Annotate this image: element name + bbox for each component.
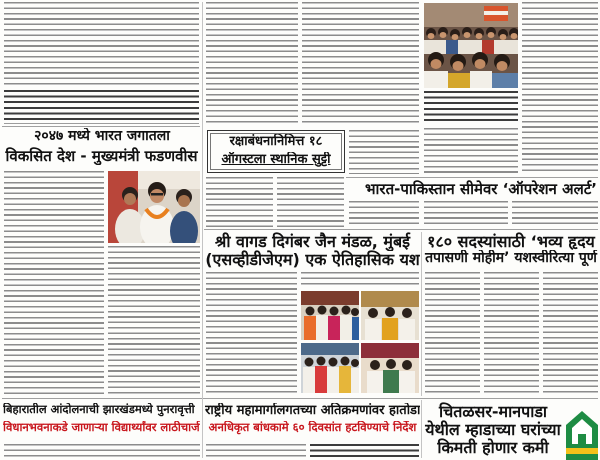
headline-mhada-line2: येथील म्हाडाच्या घरांच्या (425, 420, 561, 439)
column-rule (204, 229, 598, 230)
body-text-highway-col1 (206, 444, 306, 460)
column-rule (2, 398, 598, 399)
column-rule (421, 400, 422, 458)
body-text-raksha-col1 (206, 177, 273, 227)
mhada-logo (565, 410, 599, 460)
body-text-heart-col2 (484, 272, 539, 396)
headline-highway-line2: अनधिकृत बांधकामे ६० दिवसांत हटविण्याचे निर्देश (208, 421, 417, 434)
headline-svdjm-line1: श्री वागड दिगंबर जैन मंडळ, मुंबई (215, 232, 410, 251)
headline-mhada-line3: किमती होणार कमी (437, 438, 549, 457)
headline-fadnavis-line1: २०४७ मध्ये भारत जगातला (34, 128, 170, 144)
body-text-fadnavis-col1 (4, 171, 104, 396)
body-text-fadnavis-col2 (108, 246, 200, 396)
fadnavis-event-photo (108, 171, 200, 243)
body-text-heart-col1 (425, 272, 480, 396)
column-rule (202, 2, 203, 458)
headline-jharkhand-line2: विधानभवनाकडे जाणाऱ्या विद्यार्थ्यांवर लाठीचार्ज (3, 421, 200, 434)
headline-fadnavis-line2: विकसित देश - मुख्यमंत्री फडणवीस (5, 147, 198, 165)
body-text-top-center-right-cont (349, 130, 419, 174)
body-text-top-right-lower (424, 128, 518, 174)
column-rule (346, 177, 598, 178)
headline-raksha-line1: रक्षाबंधनानिमित्त १८ (229, 134, 323, 149)
headline-highway-line1: राष्ट्रीय महामार्गालगतच्या अतिक्रमणांवर हातोडा (205, 403, 420, 418)
svdjm-photo-1 (301, 291, 359, 340)
body-text-operation-col3 (512, 201, 598, 227)
body-text-top-left (4, 2, 199, 88)
headline-jharkhand-line1: बिहारातील आंदोलनाची झारखंडमध्ये पुनरावृत्ती (3, 403, 195, 416)
body-text-operation-col1 (349, 201, 419, 227)
svdjm-photo-2 (361, 291, 419, 340)
headline-svdjm-line2: (एसव्हीडीजेएम) एक ऐतिहासिक यश (205, 250, 420, 269)
meeting-photo (424, 3, 518, 88)
headline-heart-line1: १८० सदस्यांसाठी ‘भव्य हृदय (427, 232, 595, 251)
svdjm-photo-4 (361, 343, 419, 393)
body-text-svdjm-col2 (301, 272, 419, 288)
body-text-highway-col2 (310, 444, 419, 460)
column-rule (421, 232, 422, 396)
headline-mhada-line1: चितळसर-मानपाडा (438, 402, 548, 421)
body-text-top-center (206, 2, 298, 126)
svdjm-photo-3 (301, 343, 359, 393)
body-text-raksha-col2 (277, 177, 344, 227)
body-text-heart-col3 (543, 272, 598, 396)
body-text-top-right-column (522, 2, 598, 174)
photo-caption-text (424, 91, 518, 124)
headline-raksha-line2: ऑगस्टला स्थानिक सुट्टी (221, 152, 331, 167)
body-text-top-left-bold (4, 90, 199, 124)
body-text-svdjm-col1 (206, 272, 297, 396)
body-text-top-center-right (302, 2, 419, 126)
headline-operation-alert: भारत-पाकिस्तान सीमेवर ‘ऑपरेशन अलर्ट’ (365, 180, 597, 198)
column-rule (2, 126, 200, 127)
headline-heart-line2: तपासणी मोहीम’ यशस्वीरित्या पूर्ण (425, 250, 597, 266)
body-text-jharkhand (4, 444, 200, 460)
body-text-operation-col2 (424, 201, 508, 227)
